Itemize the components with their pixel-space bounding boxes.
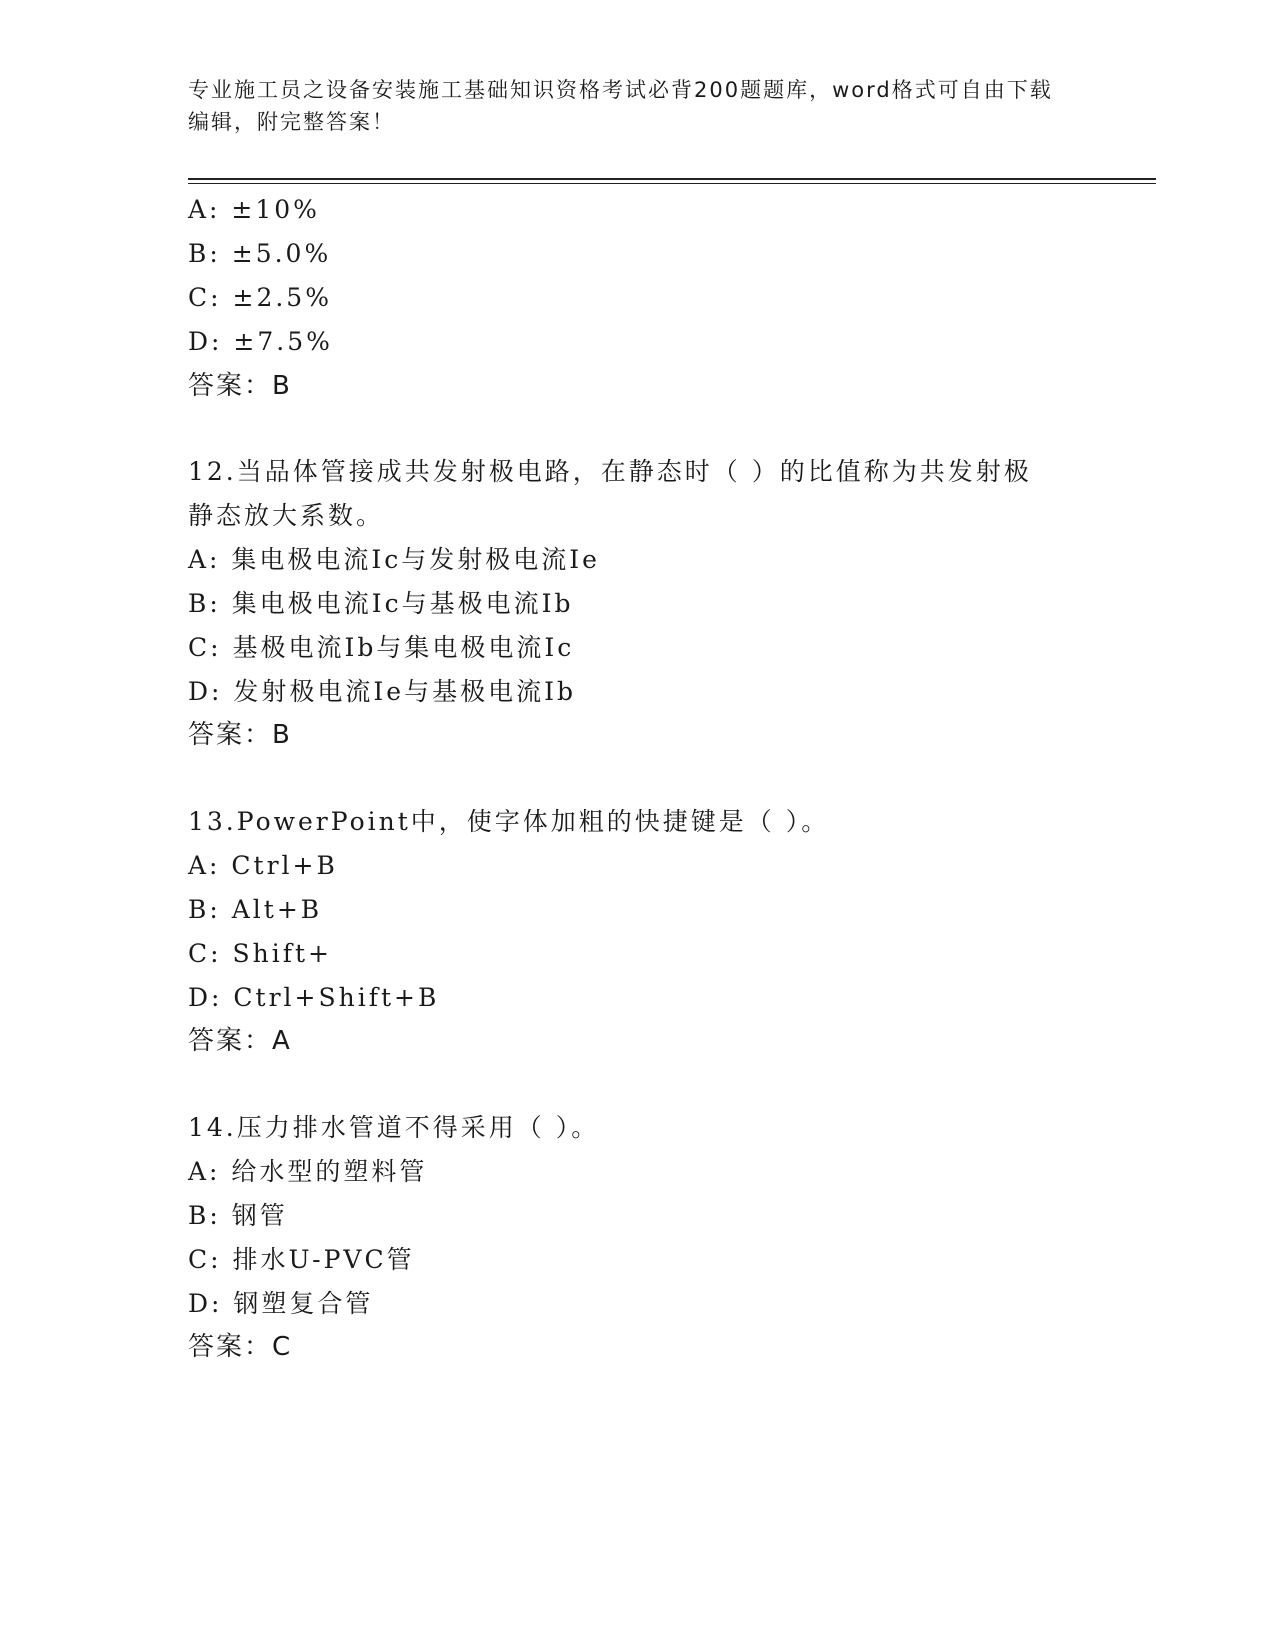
q11-option-b: B: ±5.0% (188, 239, 332, 268)
q14-stem: 14.压力排水管道不得采用（ ）。 (188, 1113, 600, 1142)
q13-option-c: C: Shift+ (188, 939, 332, 968)
q11-option-d: D: ±7.5% (188, 327, 333, 356)
header-rule-thin (188, 183, 1156, 184)
q11-answer: 答案：B (188, 371, 292, 401)
q13-stem: 13.PowerPoint中，使字体加粗的快捷键是（ ）。 (188, 807, 830, 836)
q14-option-c: C: 排水U-PVC管 (188, 1245, 415, 1274)
q12-stem-line2: 静态放大系数。 (188, 501, 385, 530)
q13-option-d: D: Ctrl+Shift+B (188, 983, 440, 1012)
document-header: 专业施工员之设备安装施工基础知识资格考试必背200题题库，word格式可自由下载编辑，附完整答案！ (188, 78, 1053, 134)
q11-option-a: A: ±10% (188, 195, 320, 224)
q14-option-b: B: 钢管 (188, 1201, 288, 1230)
q12-option-d: D: 发射极电流Ie与基极电流Ib (188, 677, 576, 706)
q12-option-c: C: 基极电流Ib与集电极电流Ic (188, 633, 575, 662)
q13-option-a: A: Ctrl+B (188, 851, 338, 880)
q13-option-b: B: Alt+B (188, 895, 323, 924)
q12-stem-line1: 12.当品体管接成共发射极电路，在静态时（ ）的比值称为共发射极 (188, 457, 1032, 486)
q14-option-d: D: 钢塑复合管 (188, 1289, 374, 1318)
q14-option-a: A: 给水型的塑料管 (188, 1157, 428, 1186)
header-rule-thick (188, 178, 1156, 180)
q14-answer: 答案：C (188, 1332, 293, 1362)
q11-option-c: C: ±2.5% (188, 283, 332, 312)
q12-answer: 答案：B (188, 720, 292, 750)
q12-option-b: B: 集电极电流Ic与基极电流Ib (188, 589, 574, 618)
q13-answer: 答案：A (188, 1026, 292, 1056)
q12-option-a: A: 集电极电流Ic与发射极电流Ie (188, 545, 600, 574)
